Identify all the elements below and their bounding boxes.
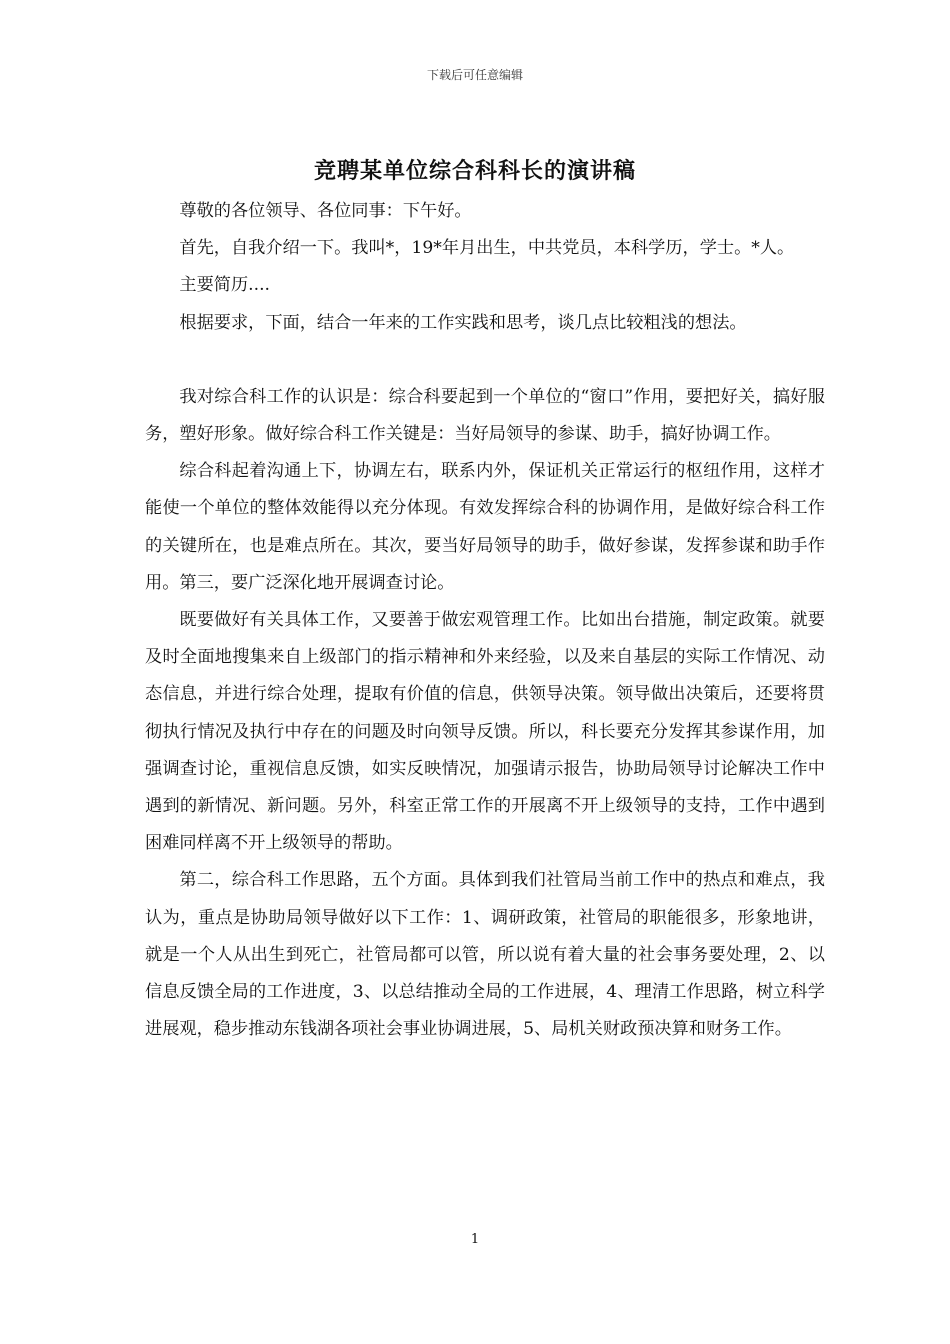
paragraph-spacer [145, 342, 825, 379]
paragraph-preface: 根据要求，下面，结合一年来的工作实践和思考，谈几点比较粗浅的想法。 [179, 312, 747, 333]
paragraph-introduction: 首先，自我介绍一下。我叫*，19*年月出生，中共党员，本科学历，学士。*人。 [179, 238, 795, 259]
document-title: 竞聘某单位综合科科长的演讲稿 [313, 158, 636, 184]
header-note: 下载后可任意编辑 [426, 68, 523, 82]
paragraph-coordination: 综合科起着沟通上下，协调左右，联系内外，保证机关正常运行的枢纽作用，这样才能使一个单位的整体效能得以充分体现。有效发挥综合科的协调作用，是做好综合科工作的关键所在，也是难点所在。其次，要当好局领导的助手，做好参谋，发挥参谋和助手作用。第三，要广泛深化地开展调查讨论。 [145, 461, 825, 593]
paragraph-resume: 主要简历.... [179, 275, 270, 296]
document-body [145, 193, 825, 1048]
page-number: 1 [470, 1232, 480, 1247]
paragraph-macro-management: 既要做好有关具体工作，又要善于做宏观管理工作。比如出台措施，制定政策。就要及时全面地搜集来自上级部门的指示精神和外来经验，以及来自基层的实际工作情况、动态信息，并进行综合处理，提取有价值的信息，供领导决策。领导做出决策后，还要将贯彻执行情况及执行中存在的问题及时向领导反馈。所以，科长要充分发挥其参谋作用，加强调查讨论，重视信息反馈，如实反映情况，加强请示报告，协助局领导讨论解决工作中遇到的新情况、新问题。另外，科室正常工作的开展离不开上级领导的支持，工作中遇到困难同样离不开上级领导的帮助。 [145, 610, 825, 854]
paragraph-understanding: 我对综合科工作的认识是：综合科要起到一个单位的“窗口”作用，要把好关，搞好服务，塑好形象。做好综合科工作关键是：当好局领导的参谋、助手，搞好协调工作。 [145, 386, 825, 445]
paragraph-greeting: 尊敬的各位领导、各位同事：下午好。 [179, 201, 472, 221]
paragraph-work-ideas: 第二，综合科工作思路，五个方面。具体到我们社管局当前工作中的热点和难点，我认为，重点是协助局领导做好以下工作：1、调研政策，社管局的职能很多，形象地讲，就是一个人从出生到死亡，社管局都可以管，所以说有着大量的社会事务要处理，2、以信息反馈全局的工作进度，3、以总结推动全局的工作进展，4、理清工作思路，树立科学进展观，稳步推动东钱湖各项社会事业协调进展，5、局机关财政预决算和财务工作。 [145, 870, 825, 1040]
